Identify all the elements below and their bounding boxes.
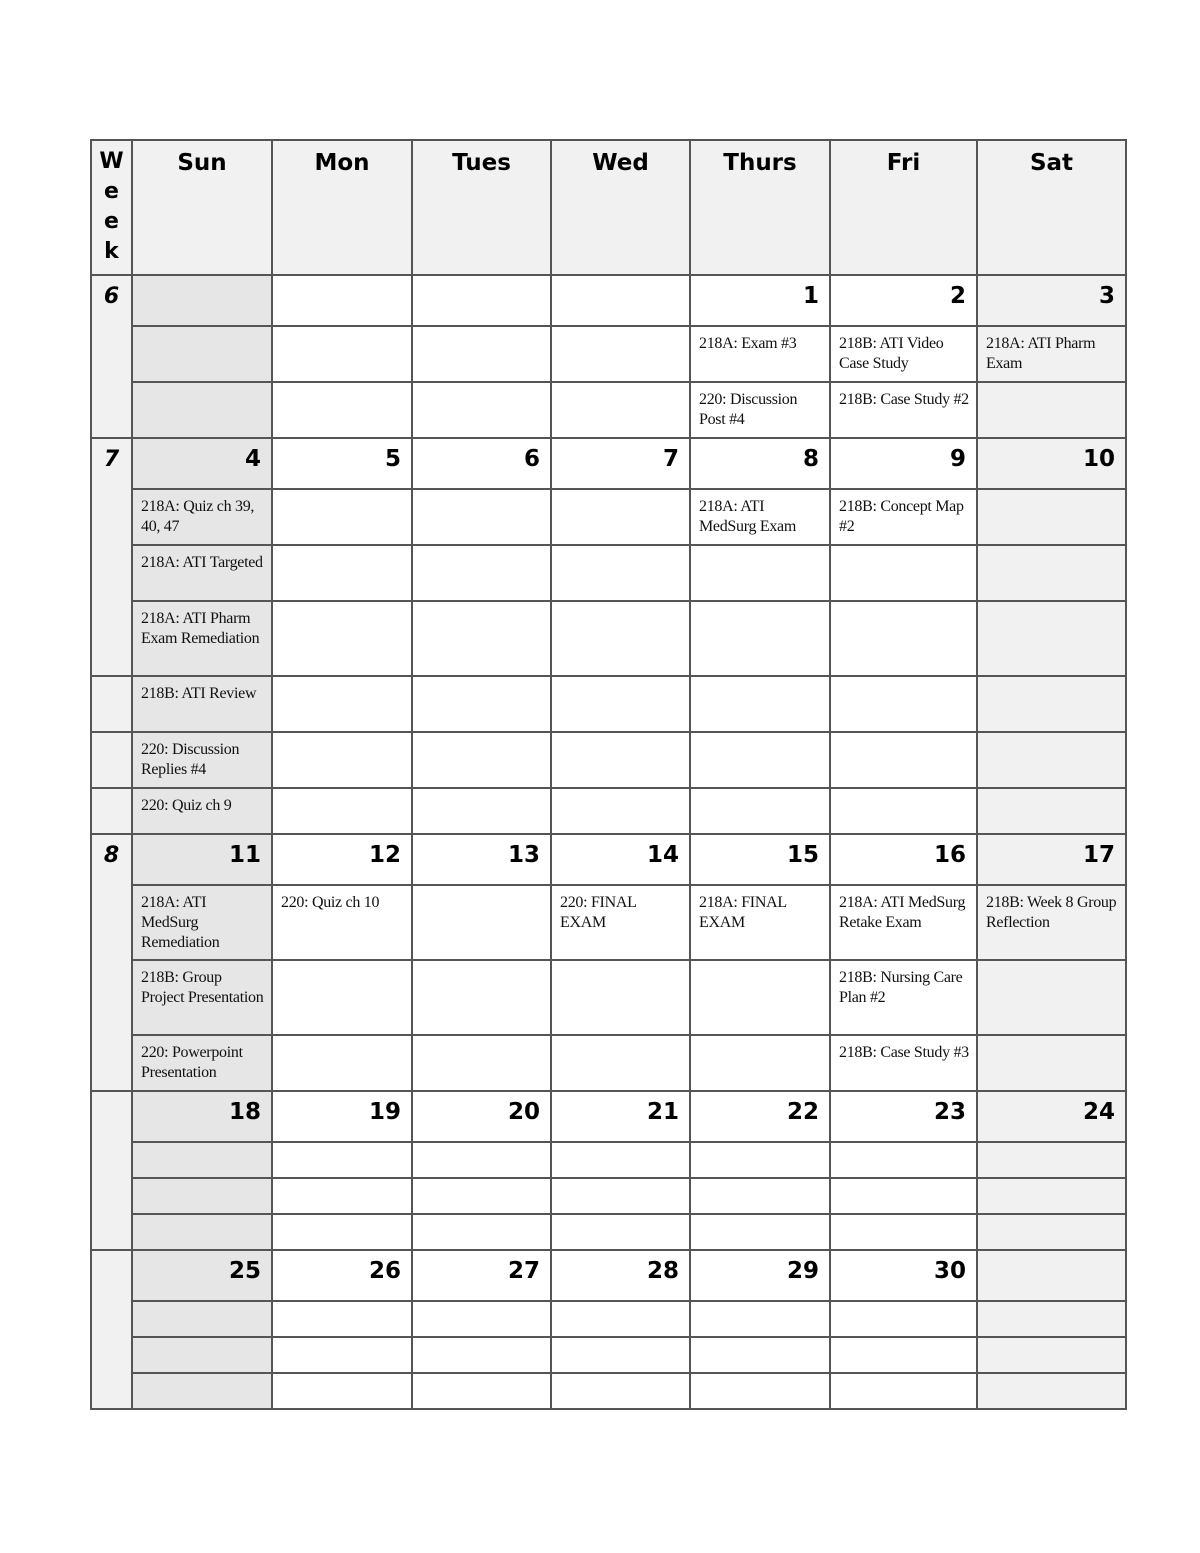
event-cell	[412, 601, 551, 676]
event-cell	[830, 601, 977, 676]
week-date-row	[91, 275, 1126, 326]
event-cell: 218B: Group Project Presentation	[132, 960, 272, 1035]
event-cell	[690, 1214, 830, 1250]
event-cell	[977, 382, 1126, 438]
event-cell: 220: FINAL EXAM	[551, 885, 690, 960]
day-number	[132, 275, 272, 326]
event-cell	[132, 1214, 272, 1250]
day-number: 23	[830, 1091, 977, 1142]
day-number: 3	[977, 275, 1126, 326]
week-number-cell	[91, 676, 132, 732]
event-cell	[977, 1142, 1126, 1178]
event-cell	[132, 326, 272, 382]
event-cell	[551, 1301, 690, 1337]
event-row	[91, 601, 1126, 676]
event-cell: 218A: Exam #3	[690, 326, 830, 382]
event-cell	[272, 601, 412, 676]
event-row	[91, 885, 1126, 960]
event-cell: 220: Discussion Replies #4	[132, 732, 272, 788]
header-row	[91, 140, 1126, 275]
event-cell	[272, 960, 412, 1035]
day-header-wed: Wed	[551, 140, 690, 275]
week-date-row	[91, 1250, 1126, 1301]
day-header-sat: Sat	[977, 140, 1126, 275]
day-number	[977, 1250, 1126, 1301]
day-number: 24	[977, 1091, 1126, 1142]
day-number	[272, 275, 412, 326]
event-cell: 218A: ATI MedSurg Remediation	[132, 885, 272, 960]
event-cell	[977, 788, 1126, 834]
event-cell	[690, 1178, 830, 1214]
day-number: 6	[412, 438, 551, 489]
event-cell	[412, 1337, 551, 1373]
event-cell	[132, 1373, 272, 1409]
event-cell	[830, 1301, 977, 1337]
event-cell	[412, 1035, 551, 1091]
event-cell	[132, 1178, 272, 1214]
day-number: 5	[272, 438, 412, 489]
day-number	[412, 275, 551, 326]
event-cell	[412, 1373, 551, 1409]
event-cell: 220: Quiz ch 10	[272, 885, 412, 960]
event-cell	[551, 1214, 690, 1250]
event-cell: 218B: Nursing Care Plan #2	[830, 960, 977, 1035]
event-cell	[551, 601, 690, 676]
event-cell	[272, 1373, 412, 1409]
day-number: 13	[412, 834, 551, 885]
week-date-row	[91, 1091, 1126, 1142]
day-number: 4	[132, 438, 272, 489]
event-row	[91, 1178, 1126, 1214]
day-number: 19	[272, 1091, 412, 1142]
day-number: 27	[412, 1250, 551, 1301]
event-row	[91, 1373, 1126, 1409]
event-cell	[690, 788, 830, 834]
week-number-cell: 6	[91, 275, 132, 438]
event-cell	[690, 732, 830, 788]
event-cell: 218A: ATI MedSurg Exam	[690, 489, 830, 545]
event-cell: 220: Powerpoint Presentation	[132, 1035, 272, 1091]
event-cell	[690, 1142, 830, 1178]
event-cell	[690, 960, 830, 1035]
event-cell	[132, 382, 272, 438]
event-cell	[830, 676, 977, 732]
event-cell	[272, 1214, 412, 1250]
day-number: 25	[132, 1250, 272, 1301]
day-number: 10	[977, 438, 1126, 489]
day-number: 22	[690, 1091, 830, 1142]
day-number: 28	[551, 1250, 690, 1301]
event-cell	[690, 1301, 830, 1337]
event-row	[91, 732, 1126, 788]
week-header-label: W e e k	[99, 149, 124, 264]
event-cell: 220: Discussion Post #4	[690, 382, 830, 438]
day-number: 11	[132, 834, 272, 885]
event-cell	[830, 732, 977, 788]
day-number: 17	[977, 834, 1126, 885]
event-cell	[272, 382, 412, 438]
event-cell	[412, 788, 551, 834]
event-cell	[412, 885, 551, 960]
event-cell	[690, 1373, 830, 1409]
event-cell	[977, 960, 1126, 1035]
event-row	[91, 1214, 1126, 1250]
day-number: 18	[132, 1091, 272, 1142]
event-cell	[412, 489, 551, 545]
event-cell	[977, 1373, 1126, 1409]
event-cell	[977, 1178, 1126, 1214]
event-cell	[412, 676, 551, 732]
event-cell	[412, 732, 551, 788]
event-cell	[551, 326, 690, 382]
event-row	[91, 1035, 1126, 1091]
event-cell	[412, 382, 551, 438]
event-cell: 218A: ATI Targeted	[132, 545, 272, 601]
event-row	[91, 489, 1126, 545]
event-cell	[551, 788, 690, 834]
event-row	[91, 1142, 1126, 1178]
day-number: 29	[690, 1250, 830, 1301]
day-number: 26	[272, 1250, 412, 1301]
event-cell	[272, 1337, 412, 1373]
week-number-cell: 7	[91, 438, 132, 676]
day-number: 9	[830, 438, 977, 489]
event-cell	[551, 489, 690, 545]
day-number: 20	[412, 1091, 551, 1142]
event-cell	[412, 326, 551, 382]
event-cell: 218A: ATI MedSurg Retake Exam	[830, 885, 977, 960]
event-cell	[272, 732, 412, 788]
event-cell	[977, 1301, 1126, 1337]
event-cell	[551, 1337, 690, 1373]
week-column-header	[91, 140, 132, 275]
event-cell	[272, 545, 412, 601]
day-number: 16	[830, 834, 977, 885]
event-cell: 218A: Quiz ch 39, 40, 47	[132, 489, 272, 545]
event-cell	[830, 1142, 977, 1178]
day-number: 15	[690, 834, 830, 885]
event-cell	[830, 1373, 977, 1409]
event-cell: 220: Quiz ch 9	[132, 788, 272, 834]
event-cell	[551, 732, 690, 788]
calendar-table	[90, 139, 1127, 1410]
event-cell	[977, 545, 1126, 601]
event-cell	[412, 1178, 551, 1214]
event-cell	[830, 788, 977, 834]
day-header-thurs: Thurs	[690, 140, 830, 275]
day-number: 21	[551, 1091, 690, 1142]
week-number-cell	[91, 732, 132, 788]
event-row	[91, 1337, 1126, 1373]
event-cell	[830, 1337, 977, 1373]
event-cell	[551, 1142, 690, 1178]
event-cell	[690, 545, 830, 601]
event-cell: 218B: ATI Video Case Study	[830, 326, 977, 382]
event-cell	[272, 326, 412, 382]
event-cell: 218A: ATI Pharm Exam	[977, 326, 1126, 382]
week-number-cell: 8	[91, 834, 132, 1091]
day-number: 8	[690, 438, 830, 489]
event-cell	[977, 489, 1126, 545]
event-cell: 218B: Case Study #2	[830, 382, 977, 438]
week-number-cell	[91, 788, 132, 834]
event-row	[91, 960, 1126, 1035]
event-cell	[551, 545, 690, 601]
event-cell	[551, 1373, 690, 1409]
event-cell	[132, 1301, 272, 1337]
event-cell: 218B: ATI Review	[132, 676, 272, 732]
week-date-row	[91, 438, 1126, 489]
event-cell	[412, 1301, 551, 1337]
event-cell	[272, 1035, 412, 1091]
week-date-row	[91, 834, 1126, 885]
event-cell	[412, 960, 551, 1035]
day-number: 12	[272, 834, 412, 885]
event-cell	[977, 732, 1126, 788]
event-cell	[690, 1337, 830, 1373]
day-number	[551, 275, 690, 326]
event-cell	[551, 676, 690, 732]
calendar-body	[91, 275, 1126, 1409]
event-cell	[132, 1337, 272, 1373]
event-cell: 218A: FINAL EXAM	[690, 885, 830, 960]
event-row	[91, 1301, 1126, 1337]
event-cell	[977, 601, 1126, 676]
event-cell	[412, 1142, 551, 1178]
event-cell	[977, 1035, 1126, 1091]
week-number-cell	[91, 1091, 132, 1250]
event-cell	[977, 1214, 1126, 1250]
event-cell	[272, 1142, 412, 1178]
event-row	[91, 382, 1126, 438]
event-cell: 218B: Week 8 Group Reflection	[977, 885, 1126, 960]
event-cell	[551, 1035, 690, 1091]
event-cell	[690, 676, 830, 732]
event-row	[91, 326, 1126, 382]
event-row	[91, 545, 1126, 601]
event-cell	[412, 545, 551, 601]
event-cell	[272, 788, 412, 834]
event-cell	[977, 1337, 1126, 1373]
day-header-sun: Sun	[132, 140, 272, 275]
week-number-cell	[91, 1250, 132, 1409]
event-cell	[690, 601, 830, 676]
day-header-tues: Tues	[412, 140, 551, 275]
day-number: 2	[830, 275, 977, 326]
day-number: 1	[690, 275, 830, 326]
event-cell	[272, 489, 412, 545]
day-number: 7	[551, 438, 690, 489]
day-number: 14	[551, 834, 690, 885]
event-cell	[132, 1142, 272, 1178]
event-cell	[830, 1214, 977, 1250]
event-row	[91, 788, 1126, 834]
day-number: 30	[830, 1250, 977, 1301]
event-cell	[551, 1178, 690, 1214]
event-cell: 218A: ATI Pharm Exam Remediation	[132, 601, 272, 676]
event-cell	[412, 1214, 551, 1250]
day-header-mon: Mon	[272, 140, 412, 275]
event-cell	[272, 1301, 412, 1337]
event-cell: 218B: Concept Map #2	[830, 489, 977, 545]
event-cell	[977, 676, 1126, 732]
event-cell	[830, 1178, 977, 1214]
event-cell: 218B: Case Study #3	[830, 1035, 977, 1091]
event-cell	[551, 960, 690, 1035]
event-cell	[272, 1178, 412, 1214]
event-cell	[830, 545, 977, 601]
event-cell	[272, 676, 412, 732]
day-header-fri: Fri	[830, 140, 977, 275]
event-row	[91, 676, 1126, 732]
event-cell	[551, 382, 690, 438]
event-cell	[690, 1035, 830, 1091]
